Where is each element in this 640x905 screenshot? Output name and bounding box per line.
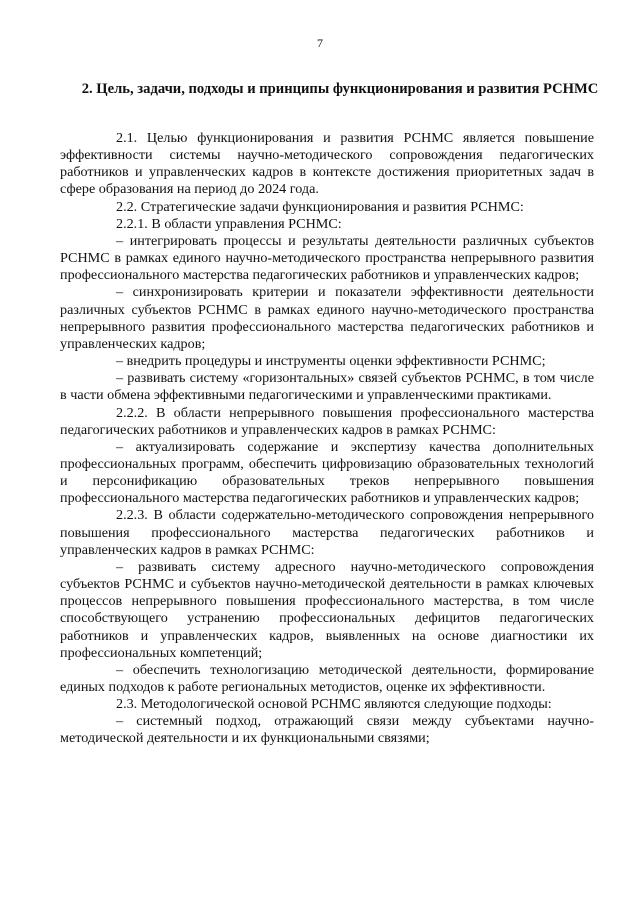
list-item: – обеспечить технологизацию методической деятельности, формирование единых подходов к работе региональных методистов, оценке их эффективности. [60, 661, 594, 695]
list-item: – интегрировать процессы и результаты деятельности различных субъектов РСНМС в рамках единого научно-методического пространства непрерывного развития профессионального мастерства педагогических работников и управленческих кадров; [60, 232, 594, 284]
paragraph-2-2-2: 2.2.2. В области непрерывного повышения профессионального мастерства педагогических работников и управленческих кадров в рамках РСНМС: [60, 404, 594, 438]
list-item: – актуализировать содержание и экспертизу качества дополнительных профессиональных программ, обеспечить цифровизацию образовательных технологий и персонификацию образовательных треков непрерывного повышения профессионального мастерства педагогических работников и управленческих кадров; [60, 438, 594, 507]
section-heading: 2. Цель, задачи, подходы и принципы функционирования и развития РСНМС [81, 81, 599, 97]
page-number: 7 [317, 36, 323, 50]
list-item: – внедрить процедуры и инструменты оценки эффективности РСНМС; [116, 353, 546, 370]
paragraph-2-1: 2.1. Целью функционирования и развития РСНМС является повышение эффективности системы научно-методического сопровождения педагогических работников и управленческих кадров в контексте достижения приоритетных задач в сфере образования на период до 2024 года. [60, 130, 594, 198]
list-item: – системный подход, отражающий связи между субъектами научно-методической деятельности и их функциональными связями; [60, 713, 594, 747]
list-item: – развивать систему «горизонтальных» связей субъектов РСНМС, в том числе в части обмена эффективными педагогическими и управленческими практиками. [60, 370, 594, 404]
paragraph-2-2-3: 2.2.3. В области содержательно-методического сопровождения непрерывного повышения профессионального мастерства педагогических работников и управленческих кадров в рамках РСНМС: [60, 507, 594, 558]
paragraph-2-2-1: 2.2.1. В области управления РСНМС: [116, 215, 342, 232]
list-item: – синхронизировать критерии и показатели эффективности деятельности различных субъектов РСНМС в рамках единого научно-методического пространства непрерывного развития профессионального мастерства педагогических работников и управленческих кадров; [60, 284, 594, 352]
body-text [60, 130, 594, 748]
paragraph-2-3: 2.3. Методологической основой РСНМС являются следующие подходы: [116, 696, 552, 713]
list-item: – развивать систему адресного научно-методического сопровождения субъектов РСНМС и субъектов научно-методической деятельности в рамках ключевых процессов непрерывного повышения профессионального мастерства, в том числе способствующего устранению профессиональных дефицитов педагогических работников и управленческих кадров, выявленных на основе диагностики их профессиональных компетенций; [60, 558, 594, 661]
paragraph-2-2: 2.2. Стратегические задачи функционирования и развития РСНМС: [116, 198, 524, 215]
